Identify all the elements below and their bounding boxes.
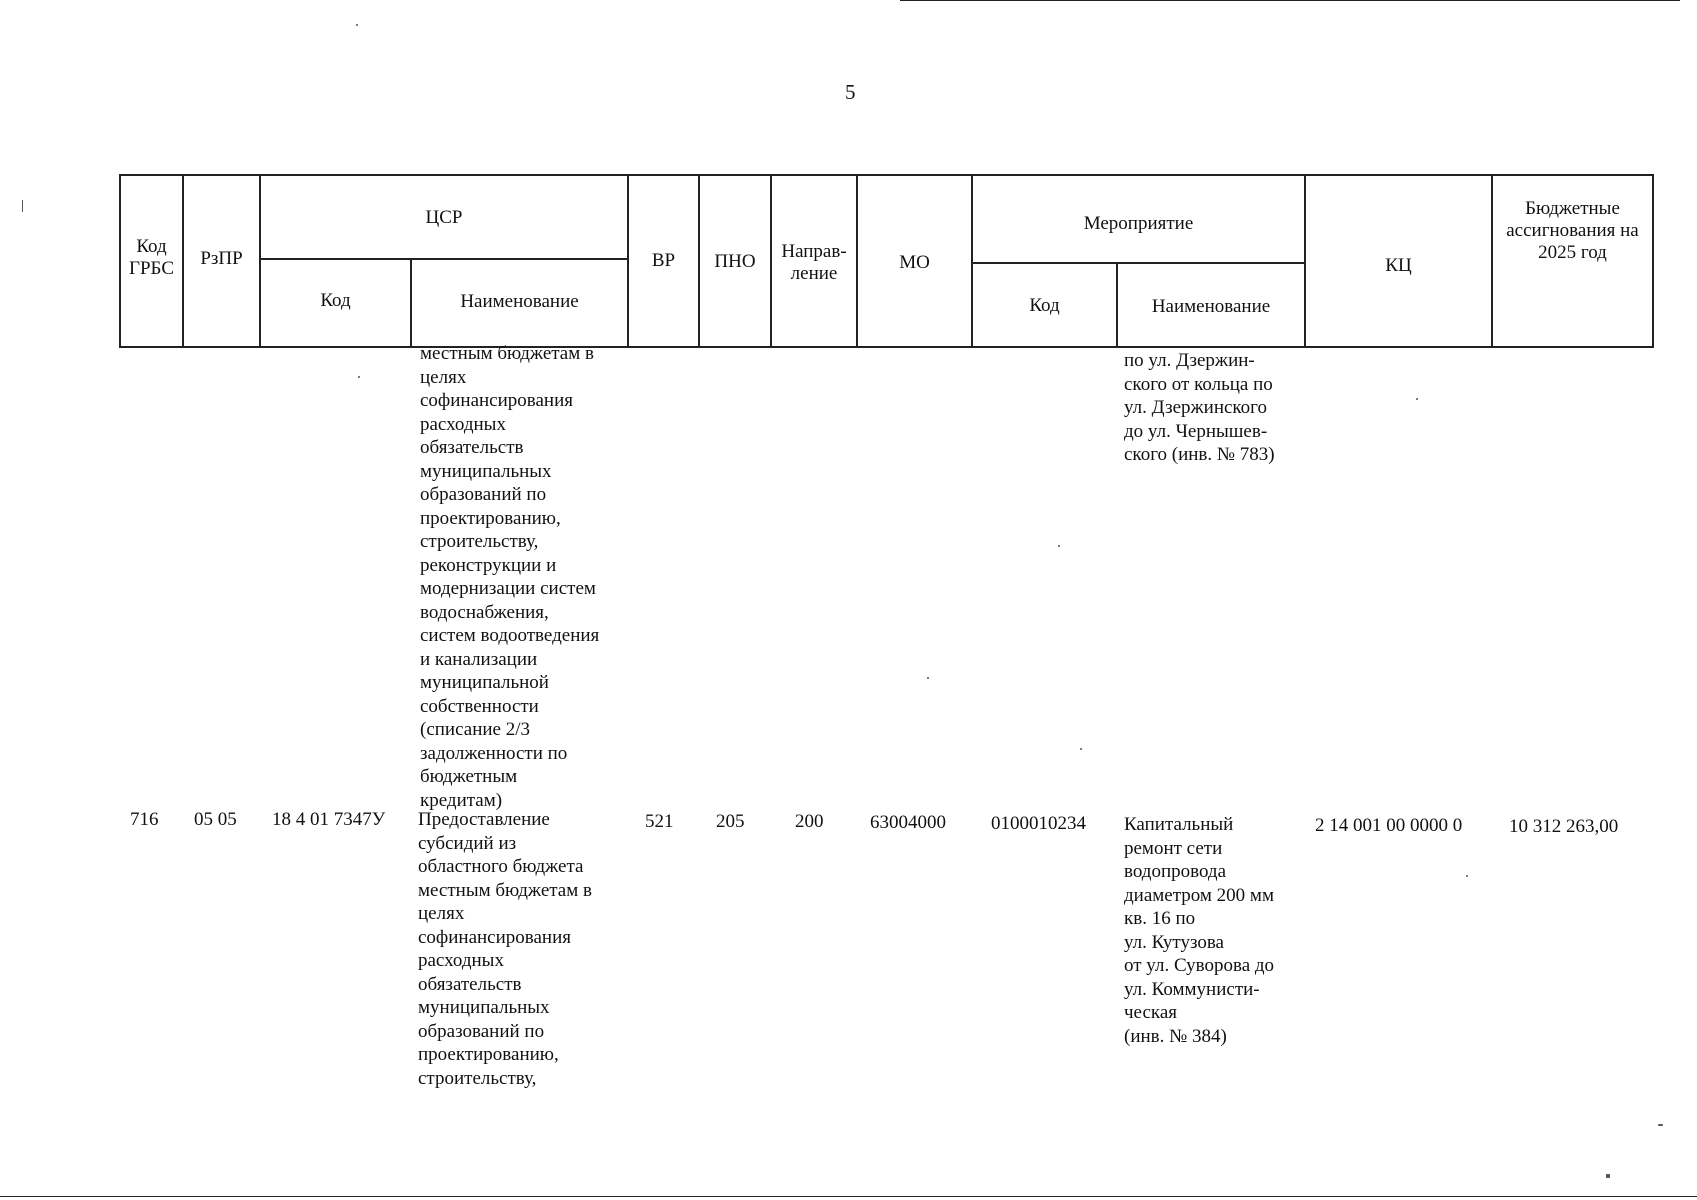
header-pno: ПНО [714, 251, 756, 272]
header-mo: МО [899, 252, 930, 273]
scan-speck [1658, 1124, 1663, 1126]
top-edge-line [900, 0, 1680, 1]
col-divider [259, 174, 261, 347]
kc-cell: 2 14 001 00 0000 0 [1315, 815, 1463, 836]
scan-speck [1606, 1174, 1610, 1178]
bottom-edge-line [0, 1196, 1697, 1197]
mer-name-cell: Капитальный ремонт сети водопровода диаметром 200 мм кв. 16 по ул. Кутузова от ул. Суворова до ул. Коммунисти- ческая (инв. № 384) [1124, 814, 1275, 1047]
header-budget: Бюджетные ассигнования на 2025 год [1506, 198, 1639, 263]
header-rzpr: РзПР [200, 248, 243, 269]
header-bottom-border [119, 346, 1654, 348]
scan-speck [1416, 398, 1418, 400]
header-csr: ЦСР [425, 207, 463, 228]
csr-kod-cell: 18 4 01 7347У [272, 809, 386, 830]
pno-cell: 205 [716, 811, 745, 832]
mer-kod-cell: 0100010234 [991, 813, 1086, 834]
napravlenie-cell: 200 [795, 811, 824, 832]
budget-cell: 10 312 263,00 [1509, 816, 1619, 837]
vr-cell: 521 [645, 811, 674, 832]
header-kod-grbs: Код ГРБС [128, 236, 174, 279]
header-csr-name: Наименование [460, 291, 579, 312]
meropriyatie-header-divider [972, 262, 1305, 264]
page-number: 5 [845, 80, 856, 104]
rzpr-cell: 05 05 [194, 809, 237, 830]
csr-header-divider [260, 258, 628, 260]
header-napravlenie: Направ- ление [781, 241, 847, 284]
csr-name-cell: местным бюджетам в целях софинансирования расходных обязательств муниципальных образований по проектированию, строительству, реконструкции и модернизации систем водоснабжения, систем водоотведения и канализации муниципальной собственности (списание 2/3 задолженности по бюджетным кредитам) [420, 343, 600, 811]
header-csr-kod: Код [320, 290, 351, 311]
col-divider [1652, 174, 1654, 347]
header-meropriyatie: Мероприятие [1083, 213, 1194, 234]
scan-speck [356, 24, 358, 26]
mo-cell: 63004000 [870, 812, 946, 833]
col-divider [971, 174, 973, 347]
header-mer-kod: Код [1029, 295, 1060, 316]
header-kc: КЦ [1385, 255, 1412, 276]
kod-grbs-cell: 716 [130, 809, 159, 830]
header-mer-name: Наименование [1151, 296, 1271, 317]
header-vr: ВР [651, 250, 676, 271]
csr-name-cell: Предоставление субсидий из областного бюджета местным бюджетам в целях софинансирования расходных обязательств муниципальных образований по проектированию, строительству, [418, 809, 592, 1089]
scan-speck [927, 677, 929, 679]
scan-speck [22, 200, 23, 212]
scan-speck [358, 376, 360, 378]
scan-speck [1080, 748, 1082, 750]
scan-speck [1466, 875, 1468, 877]
table-top-border [119, 174, 1654, 176]
scan-speck [1058, 545, 1060, 547]
mer-name-cell: по ул. Дзержин- ского от кольца по ул. Дзержинского до ул. Чернышев- ского (инв. № 783) [1124, 350, 1275, 465]
